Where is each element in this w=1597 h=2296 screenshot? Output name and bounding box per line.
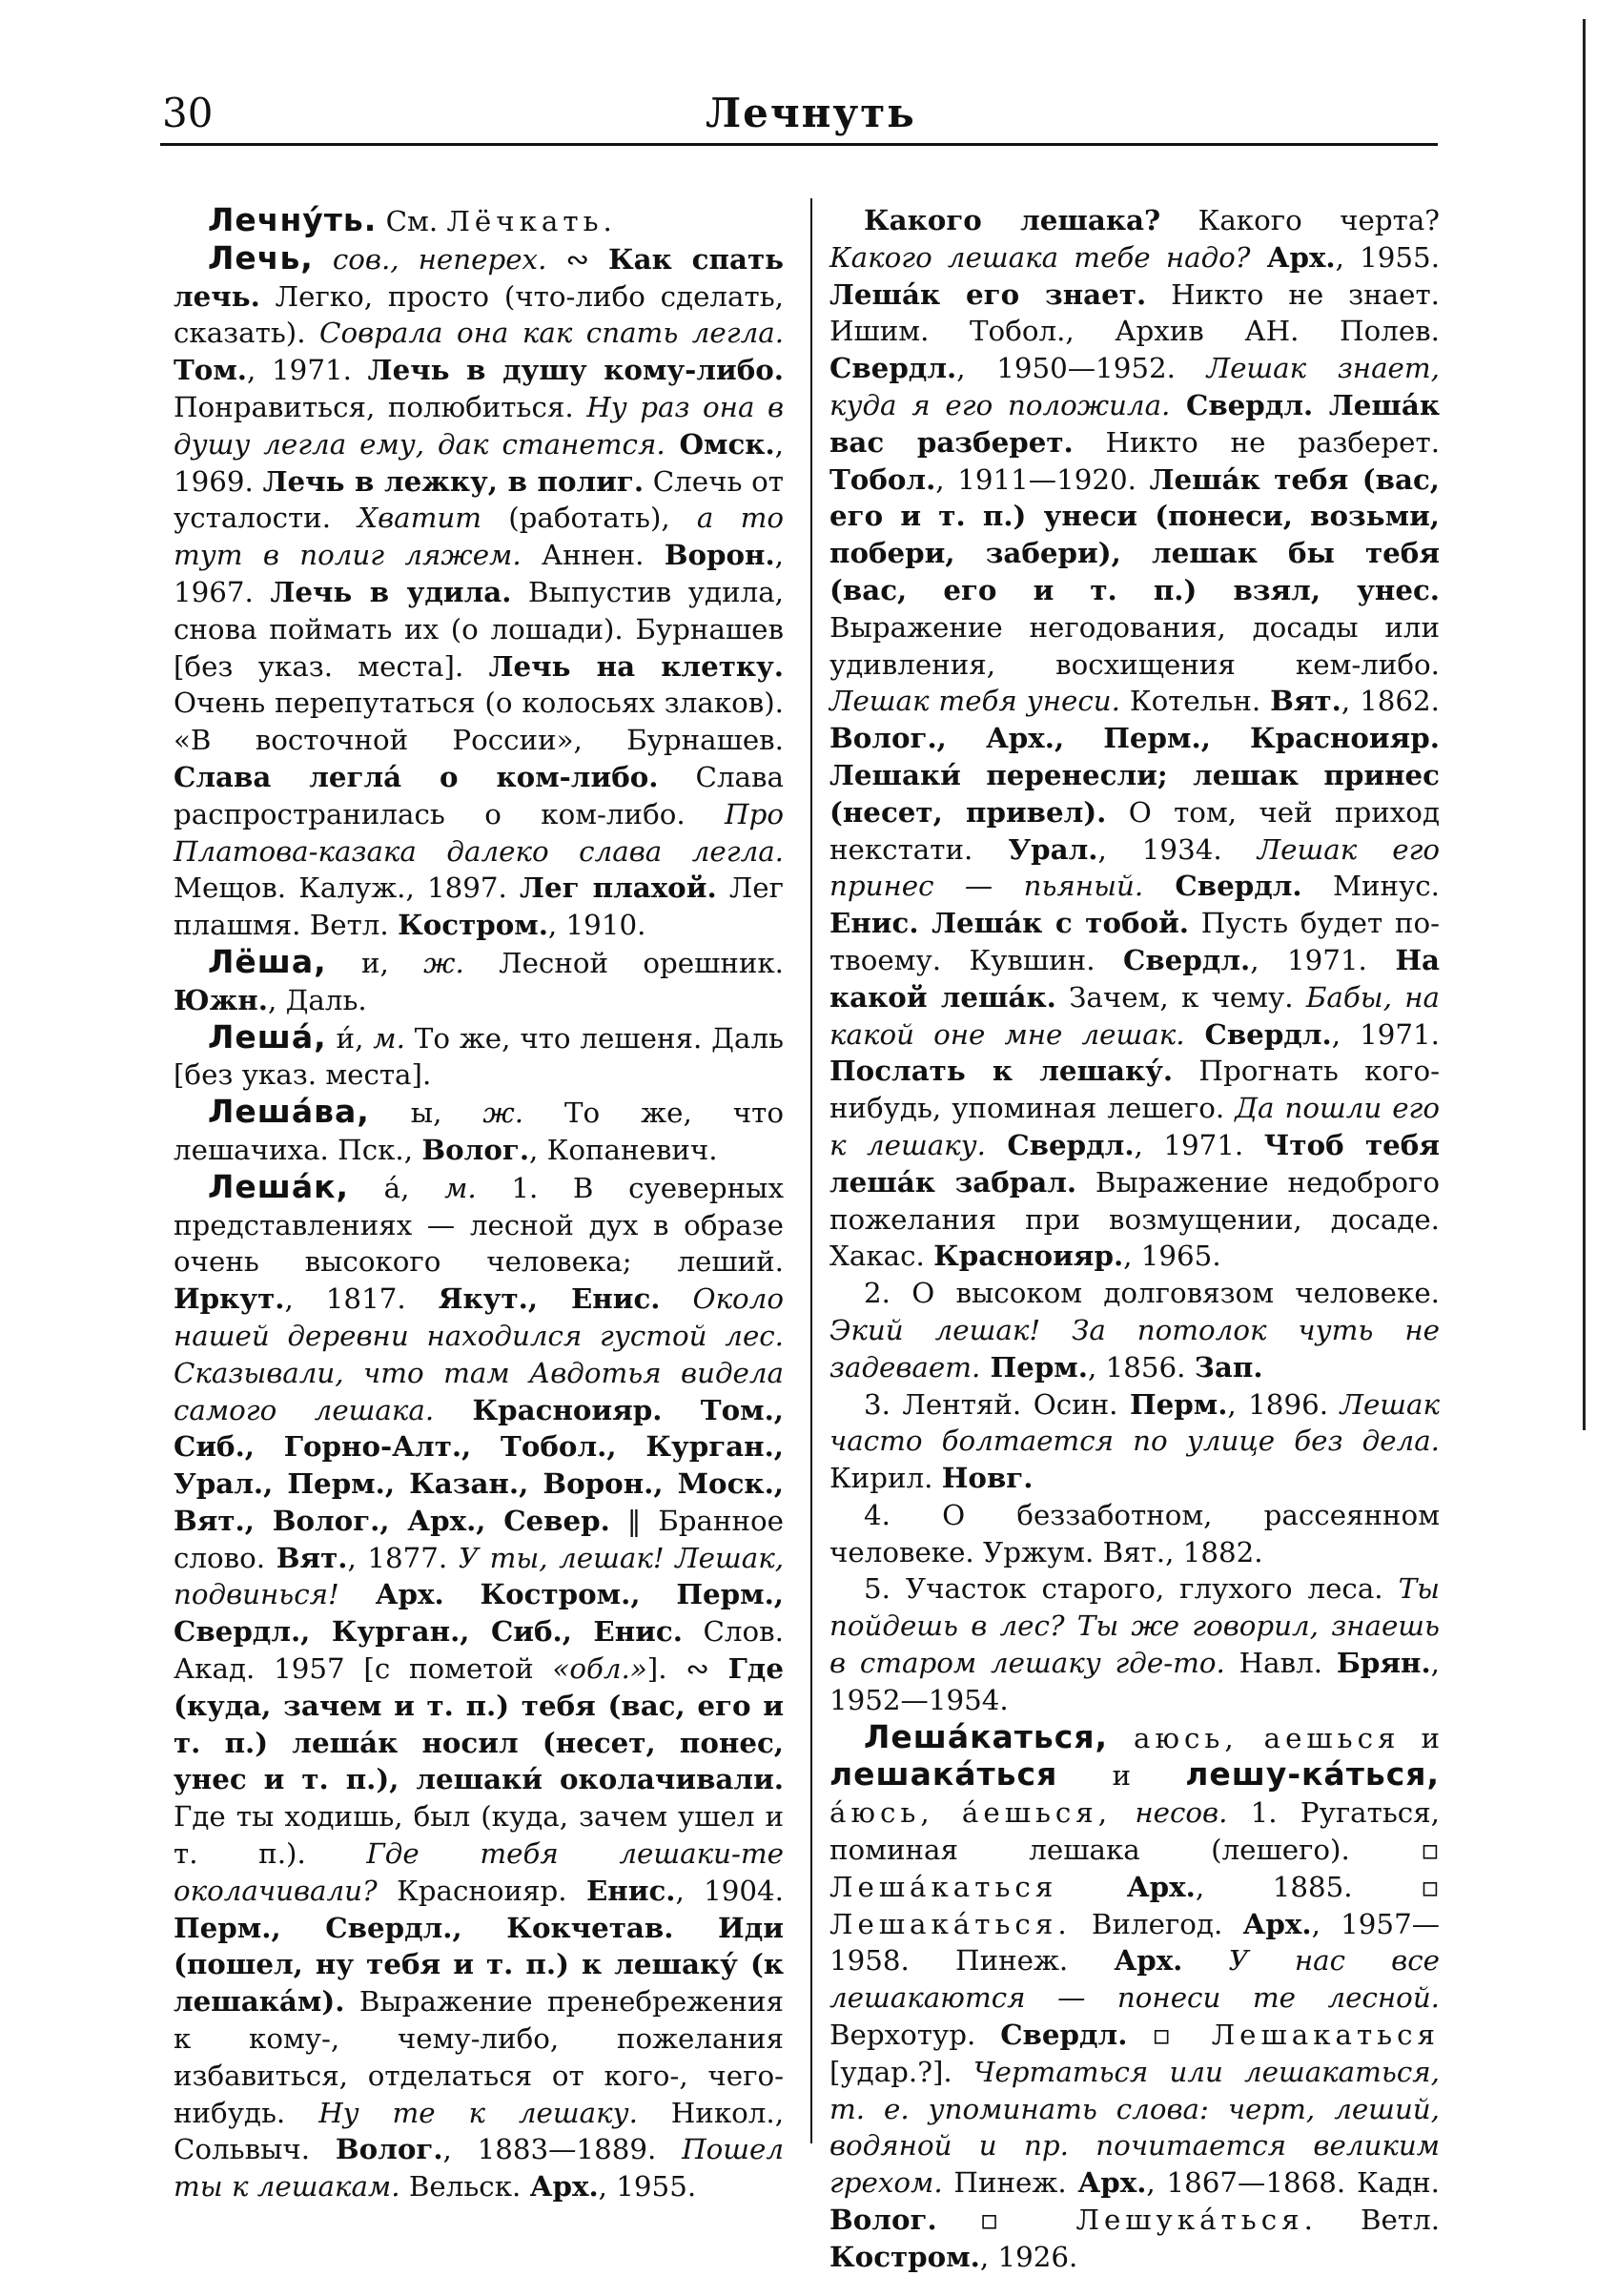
entry-text: , 1910. <box>547 909 646 942</box>
entry-text: Лечь на клетку. <box>488 648 784 683</box>
entry-text: Свердл. Леша́к вас разберет. <box>829 387 1440 459</box>
entry-text: Ты пойдешь в лес? Ты же говорил, знаешь в старом лешаку где-то. <box>829 1572 1440 1680</box>
entry-text: То же, что лешачиха. Пск., <box>174 1097 784 1166</box>
entry-text: Леша́к его знает. <box>829 277 1147 311</box>
entry-text: , 1896. <box>1227 1387 1341 1421</box>
entry-text: Выражение недоброго пожелания при возмущении, досаде. Хакас. <box>829 1165 1440 1273</box>
entry-text: О том, чей приход некстати. <box>829 795 1440 866</box>
entry-text: Перм. <box>1129 1386 1228 1421</box>
entry-text: , 1971. <box>1134 1128 1264 1161</box>
entry-text: Зачем, к чему. <box>1055 980 1306 1014</box>
page-edge-mark <box>1583 19 1586 1430</box>
entry-text: Волог. <box>421 1132 530 1166</box>
dictionary-entry <box>829 1497 1440 1571</box>
entry-text: Лешука́ться. <box>1075 2204 1318 2237</box>
entry-text: Выражение пренебрежения к кому-, чему-либо, пожелания избавиться, отделаться от кого-, чего-нибудь. <box>174 1985 784 2129</box>
entry-text: ‖ Бранное слово. <box>174 1504 784 1574</box>
entry-text: , 1862. <box>1341 685 1440 718</box>
entry-text: Выражение негодования, досады или удивления, восхищения кем-либо. <box>829 610 1440 681</box>
entry-text: Костром. <box>398 908 548 942</box>
headword: Лечь, <box>208 238 314 277</box>
entry-text: , 1926. <box>979 2240 1078 2273</box>
entry-text: , 1952—1954. <box>829 1647 1440 1716</box>
entry-text: [удар.?]. <box>829 2055 973 2088</box>
entry-text: , 1856. <box>1087 1350 1195 1384</box>
entry-text: , 1877. <box>347 1541 459 1574</box>
entry-text: Какого лешака тебе надо? <box>829 240 1251 274</box>
entry-text: Урал. <box>1008 831 1098 866</box>
entry-text: Леша́каться <box>829 1870 1058 1903</box>
headword: Леша́, <box>208 1017 327 1056</box>
entry-text: ▫ <box>936 2204 1076 2237</box>
entry-text: Свердл. <box>1123 942 1251 976</box>
entry-text: а́юсь, а́ешься, <box>829 1796 1113 1830</box>
entry-text: Верхотур. <box>829 2019 1001 2052</box>
entry-text: , 1967. <box>174 539 784 608</box>
entry-text: Лешак знает, куда я его положила. <box>829 352 1440 421</box>
headword: Лечну́ть. <box>208 201 378 238</box>
entry-text: Да пошли его к лешаку. <box>829 1092 1440 1161</box>
entry-text: Мещов. Калуж., 1897. <box>174 871 521 905</box>
entry-text: сов., неперех. <box>313 242 547 276</box>
headword: лешака́ться <box>829 1755 1058 1794</box>
entry-text: Слава распространилась о ком-либо. <box>174 760 784 830</box>
entry-text: Якут., Енис. <box>438 1281 661 1316</box>
entry-text: а то тут в полиг ляжем. <box>174 502 784 572</box>
entry-text: См. <box>377 205 447 237</box>
entry-text: Волог. <box>829 2203 937 2237</box>
entry-text: , 1969. <box>174 427 784 498</box>
dictionary-entry <box>174 1019 784 1095</box>
entry-text: Арх. <box>1077 2165 1147 2200</box>
entry-text: Перм., Свердл., Кокчетав. Иди (пошел, ну тебя и т. п.) к лешаку́ (к лешака́м). <box>174 1910 784 2019</box>
entry-text: , 1957—1958. Пинеж. <box>829 1907 1441 1978</box>
entry-text: «обл.» <box>552 1652 647 1686</box>
entry-text: Где тебя лешаки-те околачивали? <box>174 1837 784 1907</box>
entry-text: Южн. <box>174 982 268 1016</box>
entry-text: 1. В суеверных представлениях — лесной дух в образе очень высокого человека; леший. <box>174 1171 785 1279</box>
entry-text: Лешак тебя унеси. <box>829 685 1120 718</box>
entry-text: , Копаневич. <box>529 1133 718 1166</box>
entry-text: Красноияр. <box>377 1874 586 1907</box>
dictionary-entry <box>174 944 784 1019</box>
entry-text: , Даль. <box>267 983 367 1016</box>
entry-text: Волог., Арх., Перм., Красноияр. Лешаки́ перенесли; лешак принес (несет, привел). <box>829 721 1440 829</box>
entry-text: Как спать лечь. <box>174 241 784 313</box>
entry-text: Около нашей деревни находился густой лес. Сказывали, что там Авдотья видела самого лешака. <box>174 1282 784 1426</box>
entry-text: Тобол. <box>829 461 936 496</box>
entry-text: и, <box>326 946 424 979</box>
header-rule <box>160 143 1438 146</box>
page-header <box>0 0 1597 143</box>
entry-text: и <box>1400 1721 1441 1754</box>
left-column <box>174 202 784 2205</box>
entry-text: Кирил. <box>829 1462 942 1495</box>
entry-text: Том. <box>174 353 247 387</box>
entry-text: Свердл. <box>1000 2018 1128 2052</box>
dictionary-entry <box>174 202 784 240</box>
entry-text: Вят. <box>276 1540 348 1574</box>
dictionary-entry <box>174 1169 784 2205</box>
entry-text: Енис. Леша́к с тобой. <box>829 906 1190 940</box>
entry-text: Лешака́ться. <box>829 1907 1072 1940</box>
entry-text: Свердл. <box>1143 869 1302 903</box>
running-head: Лечнуть <box>706 90 916 136</box>
entry-text: ]. ∾ <box>646 1652 728 1686</box>
entry-text: Новг. <box>941 1461 1034 1495</box>
entry-text: Арх. <box>1250 239 1336 274</box>
entry-text: Чертаться или лешакаться, т. е. упоминать слова: черт, леший, водяной и пр. почитается великим грехом. <box>829 2055 1440 2200</box>
entry-text: ж. <box>482 1097 524 1130</box>
entry-text: У нас все лешакаются — понеси те лесной. <box>829 1944 1440 2015</box>
entry-text: Арх. <box>1242 1906 1312 1940</box>
entry-text: 1. Ругаться, поминая лешака (лешего). ▫ <box>829 1796 1440 1867</box>
entry-text: Арх. <box>1114 1943 1183 1978</box>
entry-text: Арх. Костром., Перм., Свердл., Курган., Сиб., Енис. <box>174 1577 784 1649</box>
headword: Леша́каться, <box>864 1717 1109 1755</box>
entry-text: Выпустив удила, снова поймать их (о лошади). Бурнашев [без указ. места]. <box>174 575 784 683</box>
entry-text: Лечь в лежку, в полиг. <box>262 463 645 498</box>
entry-text: Никто не знает. Ишим. Тобол., Архив АН. Полев. <box>829 277 1440 348</box>
entry-text: Пинеж. <box>942 2166 1078 2200</box>
entry-text: , 1911—1920. <box>935 462 1150 496</box>
entry-text: Красноияр. Том., Сиб., Горно-Алт., Тобол., Курган., Урал., Перм., Казан., Ворон., Моск., Вят., Волог., Арх., Север. <box>174 1392 784 1537</box>
entry-text: Экий лешак! За потолок чуть не задевает. <box>829 1313 1440 1384</box>
entry-text: а́, <box>349 1171 445 1204</box>
entry-text: , 1934. <box>1097 832 1258 866</box>
dictionary-entry <box>829 1386 1440 1497</box>
entry-text: Минус. <box>1301 870 1440 903</box>
entry-text: м. <box>373 1021 405 1055</box>
entry-text: У ты, лешак! Лешак, подвинься! <box>174 1541 785 1611</box>
entry-text: Леша́к тебя (вас, его и т. п.) унеси (понеси, возьми, побери, забери), лешак бы тебя (вас, его и т. п.) взял, унес. <box>829 461 1440 606</box>
entry-text: Вельск. <box>399 2170 530 2204</box>
entry-text: Какого лешака? <box>864 203 1161 236</box>
entry-text: Арх. <box>1057 1869 1196 1903</box>
entry-text: Чтоб тебя леша́к забрал. <box>829 1127 1440 1199</box>
entry-text: , 1955. <box>1335 240 1441 274</box>
entry-text: , 1904. <box>675 1874 784 1907</box>
entry-text: Про Платова-казака далеко слава легла. <box>174 797 784 868</box>
entry-text: Лечь в удила. <box>270 574 512 608</box>
entry-text: Аннен. <box>521 539 665 572</box>
entry-text: , 1883—1889. <box>442 2133 683 2166</box>
entry-text: Понравиться, полюбиться. <box>174 390 587 423</box>
entry-text: Омск. <box>665 426 775 461</box>
entry-text: Ну раз она в душу легла ему, дак станется. <box>174 390 785 461</box>
entry-text: , 1955. <box>598 2170 697 2204</box>
entry-text: Пусть будет по-твоему. Кувшин. <box>829 907 1440 976</box>
entry-text: Лёчкать. <box>446 205 617 237</box>
entry-text: , 1885. ▫ <box>1195 1870 1440 1903</box>
headword: Лёша, <box>208 942 327 980</box>
entry-text: Красноияр. <box>933 1239 1124 1273</box>
entry-text: Где (куда, зачем и т. п.) тебя (вас, его и т. п.) леша́к носил (несет, понес, унес и т. п.), лешаки́ околачивали. <box>174 1651 784 1796</box>
entry-text: 2. О высоком долговязом человеке. <box>864 1277 1440 1310</box>
entry-text: Пошел ты к лешакам. <box>174 2133 784 2204</box>
dictionary-entry <box>829 1719 1440 2276</box>
entry-text: Слава легла́ о ком-либо. <box>174 759 659 793</box>
entry-text: , 1867—1868. Кадн. <box>1146 2166 1440 2200</box>
entry-text: , 1950—1952. <box>956 352 1207 385</box>
entry-text: ж. <box>423 946 464 979</box>
entry-text: Слов. Акад. 1957 [с пометой <box>174 1615 784 1686</box>
entry-text: ▫ <box>1127 2019 1212 2052</box>
entry-text: Послать к лешаку́. <box>829 1054 1174 1088</box>
entry-text: Лечь в душу кому-либо. <box>367 353 784 387</box>
entry-text: Лешак его принес — пьяный. <box>829 832 1441 903</box>
entry-text: (работать), <box>481 502 697 535</box>
dictionary-entry <box>829 1275 1440 1385</box>
entry-text: Свердл. <box>1184 1016 1332 1051</box>
entry-text: Перм. <box>980 1349 1088 1384</box>
dictionary-entry <box>174 1094 784 1169</box>
entry-text: На какой леша́к. <box>829 942 1441 1014</box>
entry-text: Лег плахой. <box>520 871 717 905</box>
entry-text: Соврала она как спать легла. <box>319 317 785 350</box>
entry-text: Какого черта? <box>1160 204 1440 236</box>
entry-text: Котельн. <box>1119 685 1271 718</box>
page-number: 30 <box>162 90 214 136</box>
dictionary-entry <box>829 1570 1440 1718</box>
entry-text: Зап. <box>1194 1349 1263 1384</box>
entry-text: Костром. <box>829 2239 980 2273</box>
dictionary-entry <box>174 240 784 944</box>
column-divider <box>810 198 812 2143</box>
entry-text: Ну те к лешаку. <box>318 2096 638 2129</box>
entry-text: Волог. <box>335 2132 443 2166</box>
entry-text: Легко, просто (что-либо сделать, сказать). <box>174 279 784 350</box>
entry-text: Вилегод. <box>1071 1907 1243 1940</box>
entry-text: , 1971. <box>1331 1017 1440 1051</box>
headword: лешу-ка́ться, <box>1185 1755 1440 1794</box>
headword: Леша́ва, <box>208 1093 370 1131</box>
entry-text: несов. <box>1112 1796 1228 1830</box>
right-column <box>829 202 1440 2276</box>
entry-text: То же, что лешеня. Даль [без указ. места]. <box>174 1021 785 1092</box>
entry-text: Арх. <box>529 2169 599 2204</box>
dictionary-entry <box>829 202 1440 1275</box>
entry-text: Лесной орешник. <box>463 946 784 979</box>
entry-text: Брян. <box>1336 1646 1431 1680</box>
entry-text: Никол., Сольвыч. <box>174 2096 785 2166</box>
entry-text: Иркут. <box>174 1281 285 1316</box>
entry-text: Очень перепутаться (о колосьях злаков). «В восточной России», Бурнашев. <box>174 687 784 757</box>
entry-text: Где ты ходишь, был (куда, зачем ушел и т. п.). <box>174 1800 784 1871</box>
entry-text: , 1817. <box>284 1282 439 1316</box>
entry-text: ы, <box>369 1097 483 1130</box>
entry-text: , 1971. <box>1250 943 1396 976</box>
entry-text: Прогнать кого-нибудь, упоминая лешего. <box>829 1055 1440 1125</box>
entry-text: Свердл. <box>829 351 957 385</box>
entry-text: Слечь от усталости. <box>174 464 784 535</box>
entry-text: 5. Участок старого, глухого леса. <box>864 1572 1399 1606</box>
entry-text: Навл. <box>1224 1647 1337 1680</box>
entry-text: и <box>1057 1759 1186 1793</box>
entry-text: , 1971. <box>247 354 368 387</box>
entry-text: , 1965. <box>1123 1240 1221 1273</box>
entry-text: Ворон. <box>664 538 775 572</box>
entry-text: ∾ <box>546 242 608 276</box>
entry-text: Вят. <box>1270 684 1341 718</box>
entry-text: и́, <box>326 1021 374 1055</box>
entry-text: Ветл. <box>1317 2204 1441 2237</box>
entry-text: аюсь, аешься <box>1108 1721 1401 1754</box>
entry-text: Никто не разберет. <box>1073 425 1441 459</box>
entry-text: Хватит <box>358 502 482 535</box>
entry-text: Енис. <box>585 1873 676 1907</box>
entry-text: 4. О беззаботном, рассеянном человеке. Уржум. Вят., 1882. <box>829 1498 1440 1568</box>
entry-text: м. <box>444 1171 477 1204</box>
entry-text: 3. Лентяй. Осин. <box>864 1387 1130 1421</box>
entry-text: Лег плашмя. Ветл. <box>174 871 784 942</box>
entry-text: Свердл. <box>985 1127 1135 1161</box>
entry-text: Бабы, на какой оне мне лешак. <box>829 980 1441 1051</box>
entry-text: Лешак часто болтается по улице без дела. <box>829 1387 1440 1458</box>
entry-text: Лешакаться <box>1211 2019 1441 2052</box>
headword: Леша́к, <box>208 1167 350 1205</box>
